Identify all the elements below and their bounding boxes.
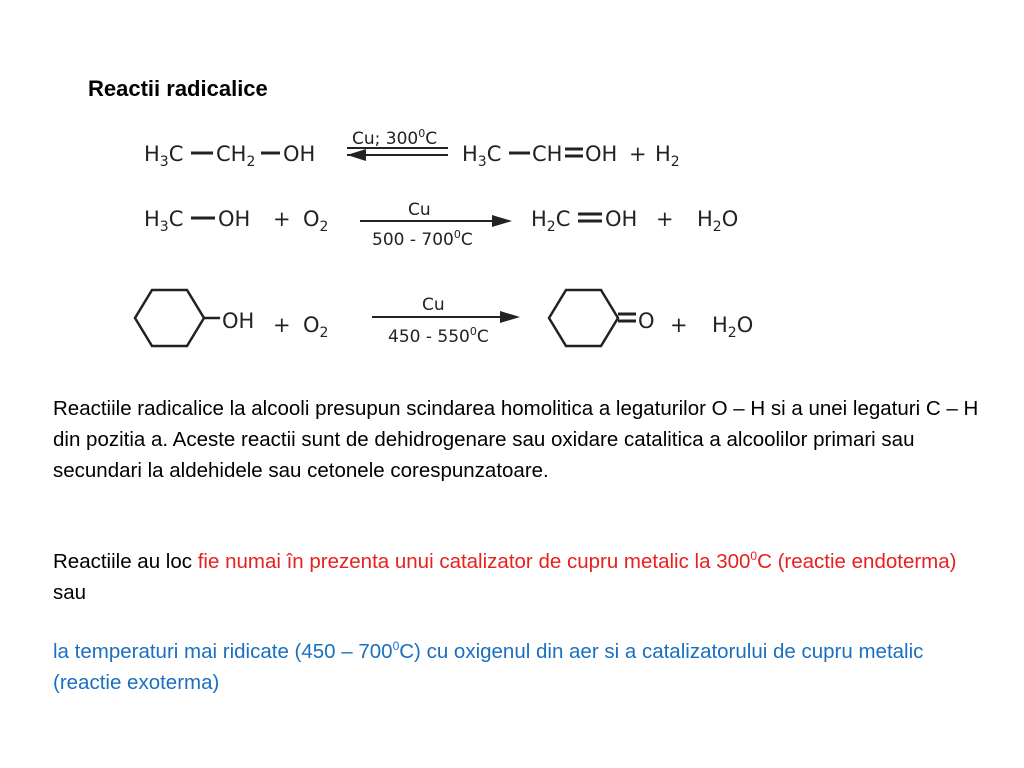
- r2-arrow: [360, 215, 512, 227]
- r1-h3c: $H_3C$: [144, 142, 184, 170]
- paragraph-conditions: [53, 546, 993, 608]
- r1-product-h2: $H_2$: [655, 142, 680, 170]
- r1-condition: Cu; $300^0C$: [352, 127, 438, 149]
- r1-product-oh: OH: [585, 142, 618, 166]
- paragraph-exothermic: [53, 636, 993, 698]
- r3-o2: $O_2$: [303, 313, 329, 341]
- r3-plus-1: +: [273, 313, 291, 337]
- r3-oh: OH: [222, 309, 255, 333]
- exothermic-degree: 0: [392, 639, 400, 653]
- r2-product-water: $H_2O$: [697, 207, 739, 235]
- exothermic-text-1: la temperaturi mai ridicate (450 – 700: [53, 640, 393, 663]
- conditions-tail: sau: [53, 581, 87, 604]
- cyclohexanol-ring: [135, 290, 204, 346]
- exothermic-text-2: C) cu oxigenul din aer si a catalizatorului de cupru metalic (reactie exoterma): [53, 640, 924, 694]
- r1-product-h3c: $H_3C$: [462, 142, 502, 170]
- r2-plus-1: +: [273, 207, 291, 231]
- endothermic-degree: 0: [750, 549, 758, 563]
- r2-product-h2c: $H_2C$: [531, 207, 571, 235]
- r1-equilibrium-arrow: [347, 148, 448, 161]
- r1-plus: +: [629, 142, 647, 166]
- cyclohexanone-ring: [549, 290, 618, 346]
- r2-product-oh: OH: [605, 207, 638, 231]
- r1-oh: OH: [283, 142, 316, 166]
- r3-product-o: O: [638, 309, 655, 333]
- endothermic-text-1: fie numai în prezenta unui catalizator de cupru metalic la 300: [197, 550, 751, 573]
- r3-product-water: $H_2O$: [712, 313, 754, 341]
- r3-arrow: [372, 311, 520, 323]
- r1-product-ch: CH: [532, 142, 563, 166]
- paragraph-description: Reactiile radicalice la alcooli presupun scindarea homolitica a legaturilor O – H si a unei legaturi C – H din pozitia a. Aceste reactii sunt de dehidrogenare sau oxidare catalitica a alcoolilor primari sau secundari la aldehidele sau cetonele corespunzatoare.: [53, 397, 979, 482]
- r2-oh: OH: [218, 207, 251, 231]
- r2-plus-2: +: [656, 207, 674, 231]
- r2-condition-bottom: $500 - 700^0C$: [372, 228, 473, 250]
- r3-plus-2: +: [670, 313, 688, 337]
- slide-title: Reactii radicalice: [88, 76, 268, 101]
- endothermic-text-2: C (reactie endoterma): [757, 550, 957, 573]
- r1-ch2: $CH_2$: [216, 142, 256, 170]
- conditions-lead: Reactiile au loc: [53, 550, 198, 573]
- reaction-scheme: [120, 112, 800, 362]
- reaction-1: [144, 127, 680, 170]
- r3-condition-top: Cu: [422, 295, 445, 315]
- r2-condition-top: Cu: [408, 200, 431, 220]
- reaction-3: [135, 290, 753, 347]
- r2-o2: $O_2$: [303, 207, 329, 235]
- r2-h3c: $H_3C$: [144, 207, 184, 235]
- reaction-2: [144, 200, 738, 250]
- conditions-endothermic: [198, 550, 957, 573]
- r3-condition-bottom: $450 - 550^0C$: [388, 325, 489, 347]
